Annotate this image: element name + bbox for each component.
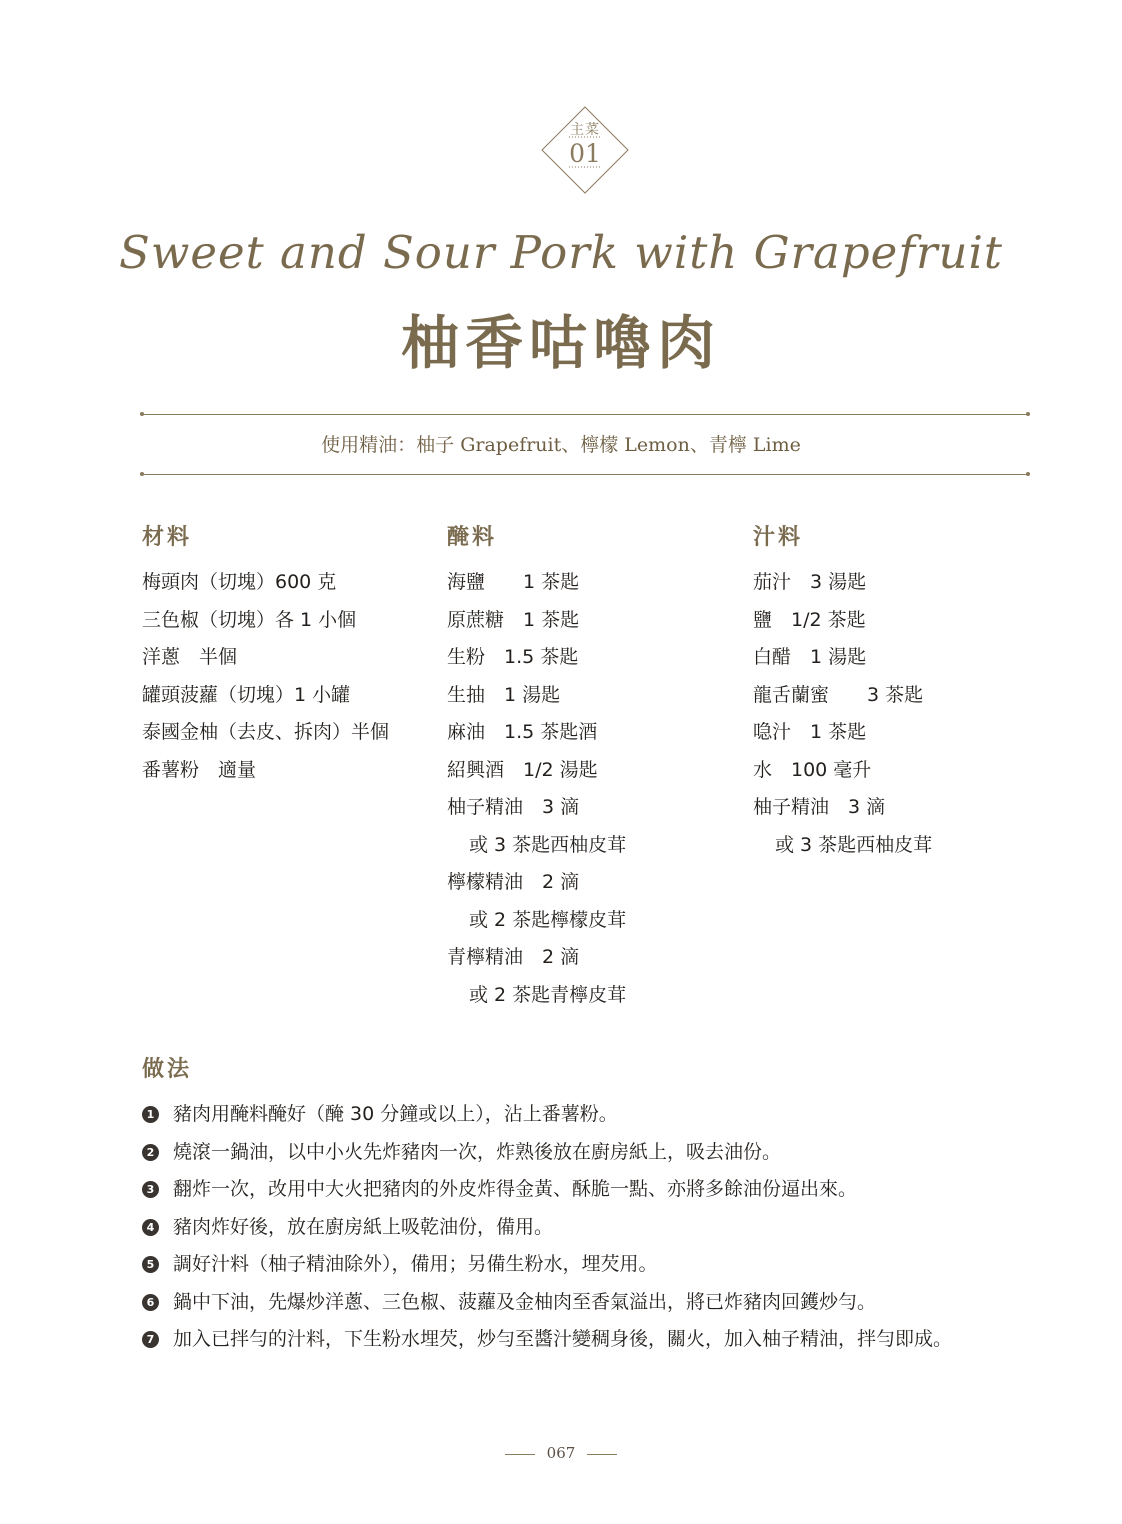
method-step <box>142 1096 952 1134</box>
ingredients-heading: 材料 <box>142 524 193 550</box>
method-step <box>142 1246 952 1284</box>
step-text: 加入已拌勻的汁料，下生粉水埋芡，炒勻至醬汁變稠身後，關火，加入柚子精油，拌勻即成。 <box>173 1328 953 1350</box>
list-item: 生粉 1.5 茶匙 <box>447 646 579 668</box>
title-english: Sweet and Sour Pork with Grapefruit <box>119 226 1003 279</box>
step-text: 調好汁料（柚子精油除外），備用；另備生粉水，埋芡用。 <box>173 1253 658 1275</box>
list-item: 原蔗糖 1 茶匙 <box>447 608 580 631</box>
list-item: 泰國金柚（去皮、拆肉）半個 <box>142 721 390 743</box>
sauce-column <box>753 520 932 864</box>
list-item: 青檸精油 2 滴 <box>447 946 580 968</box>
method-step <box>142 1284 952 1322</box>
step-number-badge: 6 <box>142 1294 159 1311</box>
list-item: 海鹽 1 茶匙 <box>447 571 580 593</box>
step-text: 翻炸一次，改用中大火把豬肉的外皮炸得金黃、酥脆一點、亦將多餘油份逼出來。 <box>173 1178 858 1200</box>
title-chinese: 柚香咕嚕肉 <box>400 309 721 377</box>
step-text: 鍋中下油，先爆炒洋蔥、三色椒、菠蘿及金柚肉至香氣溢出，將已炸豬肉回鑊炒勻。 <box>173 1290 877 1313</box>
marinade-column <box>447 520 626 1014</box>
list-item: 茄汁 3 湯匙 <box>753 571 867 593</box>
list-item: 梅頭肉（切塊）600 克 <box>142 571 337 593</box>
list-item: 柚子精油 3 滴 <box>753 796 886 818</box>
method-steps <box>142 1096 952 1359</box>
method-section <box>142 1052 952 1359</box>
list-item: 或 2 茶匙檸檬皮茸 <box>469 908 627 931</box>
divider-bottom <box>142 474 1028 475</box>
method-step <box>142 1134 952 1172</box>
sauce-heading: 汁料 <box>753 524 804 550</box>
method-heading: 做法 <box>142 1056 193 1082</box>
list-item: 白醋 1 湯匙 <box>753 646 867 668</box>
badge-number: 01 <box>569 139 601 168</box>
method-step <box>142 1209 952 1247</box>
list-item: 三色椒（切塊）各 1 小個 <box>142 608 357 631</box>
page-number: 067 <box>546 1444 576 1462</box>
list-item: 生抽 1 湯匙 <box>447 683 561 706</box>
list-item: 檸檬精油 2 滴 <box>447 871 580 893</box>
essential-oils-line: 使用精油：柚子 Grapefruit、檸檬 Lemon、青檸 Lime <box>321 434 801 456</box>
marinade-list <box>447 564 626 1014</box>
ingredients-list <box>142 564 389 789</box>
sauce-list <box>753 564 932 864</box>
list-item: 番薯粉 適量 <box>142 758 257 781</box>
step-number-badge: 5 <box>142 1256 159 1273</box>
list-item: 或 3 茶匙西柚皮茸 <box>775 833 933 856</box>
footer-line-left <box>505 1454 535 1455</box>
list-item: 麻油 1.5 茶匙酒 <box>447 721 598 743</box>
step-text: 豬肉炸好後，放在廚房紙上吸乾油份，備用。 <box>173 1215 554 1238</box>
method-step <box>142 1171 952 1209</box>
step-number-badge: 4 <box>142 1219 159 1236</box>
list-item: 罐頭菠蘿（切塊）1 小罐 <box>142 683 351 706</box>
badge-category: 主菜 <box>570 122 600 138</box>
step-number-badge: 2 <box>142 1144 159 1161</box>
page-footer <box>0 1444 1122 1462</box>
list-item: 水 100 毫升 <box>753 758 872 781</box>
step-text: 燒滾一鍋油，以中小火先炸豬肉一次，炸熟後放在廚房紙上，吸去油份。 <box>173 1140 782 1163</box>
method-step <box>142 1321 952 1359</box>
list-item: 龍舌蘭蜜 3 茶匙 <box>753 683 924 706</box>
footer-line-right <box>587 1454 617 1455</box>
list-item: 紹興酒 1/2 湯匙 <box>447 758 598 781</box>
step-number-badge: 1 <box>142 1106 159 1123</box>
step-number-badge: 3 <box>142 1181 159 1198</box>
list-item: 柚子精油 3 滴 <box>447 796 580 818</box>
list-item: 或 3 茶匙西柚皮茸 <box>469 833 627 856</box>
list-item: 或 2 茶匙青檸皮茸 <box>469 983 627 1006</box>
divider-top <box>142 414 1028 415</box>
recipe-badge <box>541 106 629 194</box>
marinade-heading: 醃料 <box>447 524 498 550</box>
list-item: 洋蔥 半個 <box>142 646 238 668</box>
ingredients-column <box>142 520 389 789</box>
step-number-badge: 7 <box>142 1331 159 1348</box>
list-item: 喼汁 1 茶匙 <box>753 721 867 743</box>
list-item: 鹽 1/2 茶匙 <box>753 608 866 631</box>
step-text: 豬肉用醃料醃好（醃 30 分鐘或以上），沾上番薯粉。 <box>173 1103 618 1125</box>
